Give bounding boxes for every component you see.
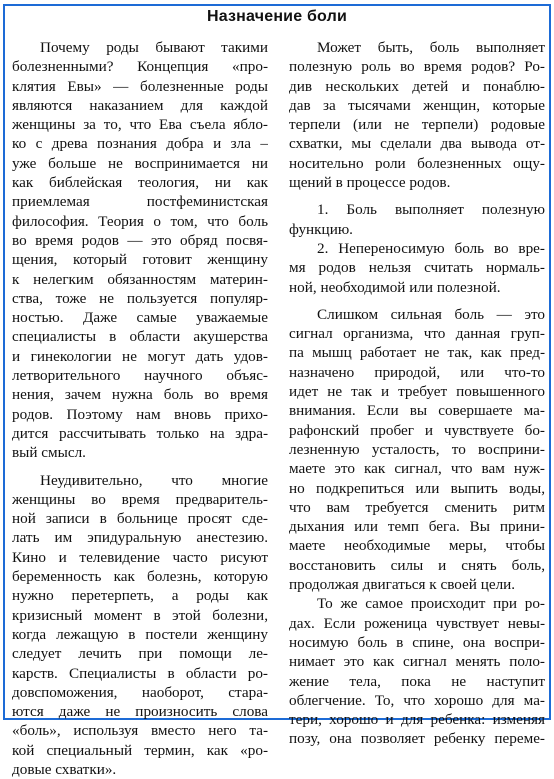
- text-line: клятия Евы» — болезненные роды: [12, 77, 268, 95]
- article-title: Назначение боли: [206, 8, 348, 25]
- text-line: карств. Специалисты в области ро-: [12, 664, 268, 682]
- text-line: мя родов нельзя считать нормаль-: [289, 259, 545, 277]
- text-line: болезненными? Концепция «про-: [12, 58, 268, 76]
- text-line: философия. Теория о том, что боль: [12, 212, 268, 230]
- text-line: ются даже не произносить слова: [12, 703, 268, 721]
- paragraph-gap: [289, 192, 545, 200]
- text-line: ностью. Даже самые уважаемые: [12, 309, 268, 327]
- text-line: вый смысл.: [12, 444, 86, 462]
- text-line: сигнал организма, что данная груп-: [289, 325, 545, 343]
- text-line: дах. Если роженица чувствует невы-: [289, 614, 545, 632]
- text-line: полезную роль во время родов? Ро-: [289, 58, 545, 76]
- text-line: То же самое происходит при ро-: [317, 595, 545, 613]
- text-line: но подкрепиться или выпить воды,: [289, 479, 545, 497]
- text-line: терпели (или не терпели) родовые: [289, 116, 545, 134]
- text-line: восстановить силы и снять боль,: [289, 556, 545, 574]
- text-line: Может быть, боль выполняет: [317, 39, 545, 56]
- text-line: див нескольких детей и понаблю-: [289, 77, 545, 95]
- paragraph-gap: [12, 463, 268, 471]
- text-line: нения, зачем нужна боль во время: [12, 386, 268, 404]
- text-line: тери, хорошо и для ребенка: изменяя: [289, 711, 545, 729]
- text-line: продолжая двигаться к своей цели.: [289, 576, 516, 594]
- text-line: как библейская теология, ни как: [12, 174, 268, 192]
- text-line: женщины во время предваритель-: [12, 490, 268, 508]
- right-column: [289, 38, 545, 749]
- text-line: жение тела, пока не наступит: [289, 672, 545, 690]
- text-line: дав за тысячами женщин, которые: [289, 96, 545, 114]
- text-line: родов. Поэтому нам вновь прихо-: [12, 405, 268, 423]
- left-column: [12, 38, 268, 779]
- text-line: кой специальный термин, как «ро-: [12, 741, 268, 759]
- text-line: кризисный момент в этой болезни,: [12, 606, 268, 624]
- text-line: довые схватки».: [12, 760, 117, 778]
- text-line: носимую боль в спине, она воспри-: [289, 633, 545, 651]
- text-line: идет не так и требует повышенного: [289, 383, 545, 401]
- text-line: щений в процессе родов.: [289, 174, 451, 192]
- text-line: специалисты в области акушерства: [12, 328, 268, 346]
- text-line: ства, тоже не пользуется популяр-: [12, 289, 268, 307]
- text-line: 1. Боль выполняет полезную: [317, 201, 545, 219]
- text-line: 2. Непереносимую боль во вре-: [317, 239, 545, 257]
- text-line: к нелегким обязанностям материн-: [12, 270, 268, 288]
- text-line: Неудивительно, что многие: [40, 471, 268, 489]
- text-line: во время родов — это обряд посвя-: [12, 231, 268, 249]
- text-line: носительно роли болезненных ощу-: [289, 154, 545, 172]
- text-line: Почему роды бывают такими: [40, 39, 268, 56]
- text-line: па мышц работает не так, как пред-: [289, 344, 545, 362]
- text-line: уже больше не воспринимается ни: [12, 154, 268, 172]
- text-line: Кино и телевидение часто рисуют: [12, 548, 268, 566]
- text-line: приемлемая постфеминистская: [12, 193, 268, 211]
- text-line: лезненную усталость, то восприни-: [289, 440, 545, 458]
- text-line: позу, она позволяет ребенку переме-: [289, 730, 545, 748]
- text-line: нимает это как сигнал менять поло-: [289, 653, 545, 671]
- text-line: нужно перетерпеть, а роды как: [12, 587, 268, 605]
- text-line: что вам требуется сменить ритм: [289, 498, 545, 516]
- text-line: рафонский пробег и чувствуете бо-: [289, 421, 545, 439]
- text-line: маете это как сигнал, что вам нуж-: [289, 460, 545, 478]
- text-line: летворительного научного объяс-: [12, 367, 268, 385]
- text-line: маете необходимые меры, чтобы: [289, 537, 545, 555]
- text-line: ной записи в больнице просят сде-: [12, 510, 268, 528]
- text-line: ной, необходимой или полезной.: [289, 278, 501, 296]
- text-line: и гинекологии не могут дать удов-: [12, 347, 268, 365]
- text-line: облегчение. То, что хорошо для ма-: [289, 691, 545, 709]
- paragraph-gap: [289, 297, 545, 305]
- text-line: «боль», используя вместо него та-: [12, 722, 268, 740]
- text-line: дится рассчитывать только на здра-: [12, 424, 268, 442]
- text-line: ко с древа познания добра и зла –: [12, 135, 268, 153]
- text-line: являются наказанием для каждой: [12, 96, 268, 114]
- text-line: дыхания или темп бега. Вы прини-: [289, 518, 545, 536]
- text-line: довспоможения, наоборот, стара-: [12, 683, 268, 701]
- text-line: щения, который готовит женщину: [12, 251, 268, 269]
- text-line: Слишком сильная боль — это: [317, 305, 545, 323]
- text-line: схватки, мы сделали два вывода от-: [289, 135, 545, 153]
- text-line: беременность как болезнь, которую: [12, 568, 268, 586]
- text-line: функцию.: [289, 220, 353, 238]
- text-line: лать им эпидуральную анестезию.: [12, 529, 268, 547]
- text-line: женщины за то, что Ева съела ябло-: [12, 116, 268, 134]
- text-line: назначено природой, или что-то: [289, 363, 545, 381]
- text-line: внимания. Если вы совершаете ма-: [289, 402, 545, 420]
- text-line: следует лечить при помощи ле-: [12, 645, 268, 663]
- text-line: когда лежащую в постели женщину: [12, 625, 268, 643]
